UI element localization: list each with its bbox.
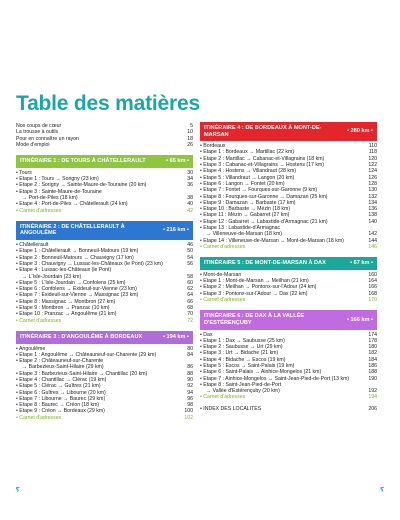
- toc-entry-title: • Étape 1 : Dax → Saubusse (25 km): [200, 337, 285, 344]
- toc-entry-page: 46: [187, 242, 193, 249]
- toc-entry-title: • Étape 6 : Confolens → Exideuil-sur-Vienne (23 km): [16, 286, 137, 293]
- page-title: Table des matières: [16, 92, 200, 115]
- itinerary-distance: • 166 km •: [347, 316, 373, 323]
- toc-entry-title: • Étape 8 : Saint-Jean-Pied-de-Port: [200, 381, 282, 388]
- toc-entry-title: • Étape 6 : Saint-Palais → Ainhice-Mongelos (21 km): [200, 369, 322, 376]
- toc-entry-title: • Angoulême: [16, 345, 46, 352]
- toc-entry-page: 184: [368, 356, 377, 363]
- toc-entry-title: • Étape 5 : Villandraut → Langon (20 km): [200, 174, 295, 181]
- itinerary-section: [16, 221, 193, 329]
- toc-entry-title: • Étape 6 : Langon → Fontet (20 km): [200, 180, 285, 187]
- toc-entry-title: • Étape 9 : Montbron → Pranzac (10 km): [16, 305, 110, 312]
- toc-entry-page: 170: [368, 297, 377, 304]
- toc-entry-page: 120: [368, 155, 377, 162]
- toc-entry-page: 118: [368, 149, 377, 156]
- toc-entry-page: 36: [187, 182, 193, 189]
- toc-entry-title: • Étape 3 : Pontonx-sur-l'Adour → Dax (22 km): [200, 290, 308, 297]
- toc-entry-title: • Dax: [200, 331, 213, 338]
- toc-entry-page: 18: [187, 135, 193, 142]
- toc-entry-page: 146: [368, 243, 377, 250]
- itinerary-section: [16, 331, 193, 426]
- page-number-icon-left: ⲋ: [16, 483, 20, 493]
- toc-entry-page: 166: [368, 284, 377, 291]
- toc-entry-title: • Étape 7 : Libourne → Baurec (29 km): [16, 395, 106, 402]
- toc-entry-page: 178: [368, 337, 377, 344]
- toc-entry-page: 30: [187, 169, 193, 176]
- toc-entry-page: 142: [368, 231, 377, 238]
- toc-entry-page: 56: [187, 260, 193, 267]
- itinerary-heading[interactable]: [16, 331, 193, 344]
- toc-entry-page: 144: [368, 237, 377, 244]
- toc-entry-page: 192: [368, 388, 377, 395]
- itinerary-distance: • 216 km •: [163, 227, 189, 234]
- toc-entry-page: 128: [368, 180, 377, 187]
- toc-entry-title: • Mont-de-Marsan: [200, 271, 242, 278]
- index-entry[interactable]: [200, 406, 377, 412]
- itinerary-heading[interactable]: [200, 122, 377, 141]
- toc-entry-page: 100: [184, 408, 193, 415]
- toc-entry-page: 54: [187, 254, 193, 261]
- toc-entry-page: 70: [187, 311, 193, 318]
- toc-entry-page: 190: [368, 375, 377, 382]
- toc-entry-page: 124: [368, 168, 377, 175]
- toc-entry-page: 58: [187, 273, 193, 280]
- toc-entry-title: • Étape 3 : Barbezieux-Saint-Hilaire → Chantillac (20 km): [16, 370, 148, 377]
- toc-entry-title: • Étape 10 : Barbaste → Mézin (18 km): [200, 206, 291, 213]
- toc-entry-page: 10: [187, 129, 193, 136]
- toc-entry-title: • Étape 8 : Massignac → Montbron (27 km): [16, 298, 116, 305]
- itinerary-title: ITINÉRAIRE 5 : DE MONT-DE-MARSAN À DAX: [204, 260, 326, 267]
- toc-entry-title: • Étape 3 : Chauvigny → Lussac-les-Châteaux (le Pont) (23 km): [16, 260, 163, 267]
- toc-entry-page: 138: [368, 212, 377, 219]
- toc-entry-page: 174: [368, 331, 377, 338]
- toc-entry-title: • Étape 14 : Villeneuve-de-Marsan → Mont-de-Marsan (18 km): [200, 237, 344, 244]
- toc-entry-page: 94: [187, 389, 193, 396]
- toc-entry-title: • Étape 2 : Meilhan → Pontonx-sur-l'Adour (24 km): [200, 284, 317, 291]
- toc-entry-title: Pour en connaître un rayon: [16, 135, 79, 142]
- toc-entry-title: • Étape 2 : Bonneuil-Matours → Chauvigny (17 km): [16, 254, 134, 261]
- toc-entry-title: La trousse à outils: [16, 129, 59, 136]
- toc-entry-title: • INDEX DES LOCALITÉS: [200, 405, 262, 412]
- toc-entry-page: 68: [187, 305, 193, 312]
- toc-intro-entry[interactable]: [16, 142, 193, 148]
- itinerary-section: [16, 155, 193, 219]
- toc-entry-title: • Étape 1 : Angoulême → Châteauneuf-sur-Charente (29 km): [16, 351, 157, 358]
- toc-entry-title: • Carnet d'adresses: [16, 317, 62, 324]
- toc-entry-title: • Étape 1 : Tours → Sorigny (23 km): [16, 176, 99, 183]
- page-number-icon-right: ⲋ: [380, 483, 384, 493]
- toc-entry-page: 110: [368, 143, 377, 150]
- toc-entry-page: 96: [187, 395, 193, 402]
- toc-entry-title: Nos coups de cœur: [16, 123, 62, 129]
- toc-entry-title: • Étape 2 : Châteauneuf-sur-Charente: [16, 358, 104, 365]
- toc-entry-page: 42: [187, 207, 193, 214]
- carnet-adresses-entry[interactable]: [16, 415, 193, 421]
- toc-entry-title: • Tours: [16, 169, 32, 176]
- itinerary-title: ITINÉRAIRE 4 : DE BORDEAUX À MONT-DE-MARSAN: [204, 125, 322, 138]
- toc-entry-title: • Étape 3 : Urt → Bidache (21 km): [200, 350, 279, 357]
- toc-entry-page: 38: [187, 194, 193, 201]
- toc-entry-page: 140: [368, 218, 377, 225]
- toc-entry-page: 84: [187, 351, 193, 358]
- toc-entry-title: • Étape 3 : Cabanac-et-Villagrains → Hostens (17 km): [200, 162, 324, 169]
- toc-entry-page: 126: [368, 174, 377, 181]
- itinerary-title: ITINÉRAIRE 3 : D'ANGOULÊME À BORDEAUX: [20, 333, 143, 340]
- toc-entry-page: 132: [368, 193, 377, 200]
- itinerary-heading[interactable]: [200, 257, 377, 270]
- toc-entry-page: 102: [184, 414, 193, 421]
- toc-entry-title: • Étape 4 : Port-de-Piles → Châtellerault (24 km): [16, 201, 128, 208]
- carnet-adresses-entry[interactable]: [16, 208, 193, 214]
- carnet-adresses-entry[interactable]: [200, 394, 377, 400]
- toc-entry-page: 98: [187, 402, 193, 409]
- toc-entry-page: 160: [368, 271, 377, 278]
- itinerary-section: [200, 122, 377, 255]
- toc-entry-title: • Châtellerault: [16, 242, 49, 249]
- toc-entry-page: 180: [368, 344, 377, 351]
- itinerary-title: ITINÉRAIRE 2 : DE CHÂTELLERAULT À ANGOULÊME: [20, 223, 125, 237]
- itinerary-distance: • 194 km •: [163, 333, 189, 340]
- itinerary-distance: • 67 km •: [350, 260, 373, 267]
- toc-entry-page: 66: [187, 298, 193, 305]
- toc-left-column: [16, 123, 193, 426]
- toc-entry-page: 206: [368, 405, 377, 412]
- toc-entry-title: • Étape 2 : Martillac → Cabanac-et-Villagrains (18 km): [200, 155, 325, 162]
- toc-entry-title: → Vallée d'Estérençuby (20 km): [206, 388, 280, 395]
- toc-entry-title: • Étape 1 : Châtellerault → Bonneuil-Matours (19 km): [16, 248, 139, 255]
- toc-entry-page: 188: [368, 369, 377, 376]
- toc-entry-page: 194: [368, 394, 377, 401]
- toc-entry-title: • Étape 4 : Lussac-les-Châteaux (le Pont): [16, 267, 112, 274]
- itinerary-heading[interactable]: [16, 155, 193, 168]
- toc-entry-page: 182: [368, 350, 377, 357]
- toc-entry-title: • Étape 5 : L'Isle-Jourdain → Confolens (25 km): [16, 279, 126, 286]
- carnet-adresses-entry[interactable]: [200, 297, 377, 303]
- toc-entry-page: 92: [187, 383, 193, 390]
- toc-entry-title: • Bordeaux: [200, 143, 226, 150]
- toc-entry-title: → L'Isle-Jourdain (23 km): [22, 273, 82, 280]
- carnet-adresses-entry[interactable]: [200, 244, 377, 250]
- itinerary-section: [200, 310, 377, 405]
- carnet-adresses-entry[interactable]: [16, 318, 193, 324]
- toc-entry-title: • Étape 5 : Clérac → Guîtres (21 km): [16, 383, 101, 390]
- toc-entry-title: • Étape 6 : Guîtres → Libourne (20 km): [16, 389, 106, 396]
- toc-entry-title: • Étape 7 : Ainhice-Mongelos → Saint-Jean-Pied-de-Port (13 km): [200, 375, 350, 382]
- toc-entry-title: • Étape 13 : Labastide-d'Armagnac: [200, 225, 281, 232]
- toc-entry-title: • Étape 7 : Exideuil-sur-Vienne → Massignac (23 km): [16, 292, 139, 299]
- toc-entry-title: • Carnet d'adresses: [200, 297, 246, 304]
- toc-entry-page: 62: [187, 286, 193, 293]
- toc-entry-title: • Carnet d'adresses: [200, 243, 246, 250]
- toc-entry-page: 5: [190, 123, 193, 129]
- toc-entry-title: Mode d'emploi: [16, 141, 50, 148]
- toc-entry-title: • Étape 8 : Fourques-sur-Garonne → Damazan (25 km): [200, 193, 328, 200]
- toc-intro-list: [16, 123, 193, 148]
- toc-entry-page: 122: [368, 162, 377, 169]
- toc-entry-title: → Barbezieux-Saint-Hilaire (29 km): [22, 364, 104, 371]
- toc-entry-title: → Villeneuve-de-Marsan (18 km): [206, 231, 283, 238]
- toc-entry-page: 86: [187, 364, 193, 371]
- toc-entry-title: • Étape 5 : Escos → Saint-Palais (19 km): [200, 362, 295, 369]
- toc-entry-title: → Port-de-Piles (18 km): [22, 194, 78, 201]
- toc-entry-title: • Étape 4 : Bidache → Escos (19 km): [200, 356, 286, 363]
- toc-entry-title: • Étape 1 : Mont-de-Marsan → Meilhan (21 km): [200, 278, 309, 285]
- toc-entry-title: • Étape 4 : Chantillac → Clérac (19 km): [16, 376, 107, 383]
- toc-entry-title: • Étape 9 : Damazan → Barbaste (17 km): [200, 199, 296, 206]
- toc-entry-page: 60: [187, 279, 193, 286]
- toc-entry-title: • Étape 8 : Baurec → Créon (18 km): [16, 402, 100, 409]
- toc-entry-page: 90: [187, 376, 193, 383]
- toc-entry-title: • Étape 4 : Hostens → Villandraut (28 km): [200, 168, 297, 175]
- toc-entry-page: 50: [187, 248, 193, 255]
- toc-entry-title: • Étape 2 : Saubusse → Urt (29 km): [200, 344, 283, 351]
- toc-entry-title: • Étape 2 : Sorigny → Sainte-Maure-de-Touraine (20 km): [16, 182, 147, 189]
- toc-entry-title: • Étape 7 : Fontet → Fourques-sur-Garonne (9 km): [200, 187, 318, 194]
- toc-entry-title: • Étape 12 : Gabarret → Labastide-d'Armagnac (21 km): [200, 218, 328, 225]
- toc-entry-title: • Carnet d'adresses: [200, 394, 246, 401]
- toc-right-column: [200, 120, 377, 412]
- toc-entry-title: • Carnet d'adresses: [16, 207, 62, 214]
- toc-entry-page: 164: [368, 278, 377, 285]
- toc-entry-title: • Étape 3 : Sainte-Maure-de-Touraine: [16, 188, 102, 195]
- toc-entry-page: 72: [187, 317, 193, 324]
- toc-entry-page: 134: [368, 199, 377, 206]
- toc-entry-page: 80: [187, 345, 193, 352]
- toc-entry-page: 168: [368, 290, 377, 297]
- toc-entry-page: 40: [187, 201, 193, 208]
- toc-entry-page: 34: [187, 176, 193, 183]
- toc-entry-title: • Étape 11 : Mézin → Gabarret (27 km): [200, 212, 290, 219]
- toc-entry-title: • Étape 1 : Bordeaux → Martillac (22 km): [200, 149, 295, 156]
- toc-entry-page: 186: [368, 362, 377, 369]
- toc-entry-page: 64: [187, 292, 193, 299]
- toc-entry-page: 136: [368, 206, 377, 213]
- toc-entry-page: 88: [187, 370, 193, 377]
- itinerary-title: ITINÉRAIRE 6 : DE DAX À LA VALLÉE D'ESTÉRENÇUBY: [204, 313, 305, 326]
- itinerary-heading[interactable]: [16, 221, 193, 240]
- itinerary-section: [200, 257, 377, 308]
- toc-entry-page: 130: [368, 187, 377, 194]
- toc-entry-title: • Étape 9 : Créon → Bordeaux (29 km): [16, 408, 105, 415]
- itinerary-heading[interactable]: [200, 310, 377, 329]
- itinerary-distance: • 65 km •: [166, 158, 189, 165]
- itinerary-title: ITINÉRAIRE 1 : DE TOURS À CHÂTELLERAULT: [20, 158, 146, 165]
- toc-entry-title: • Carnet d'adresses: [16, 414, 62, 421]
- toc-entry-title: • Étape 10 : Pranzac → Angoulême (21 km): [16, 311, 117, 318]
- toc-entry-page: 26: [187, 141, 193, 148]
- itinerary-distance: • 280 km •: [347, 128, 373, 135]
